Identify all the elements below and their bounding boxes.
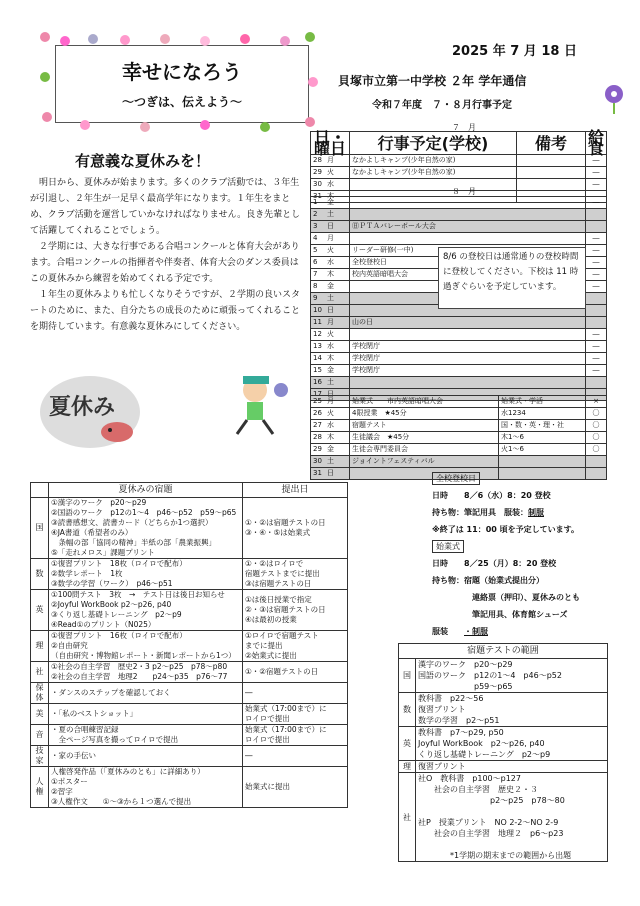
day-number: 30 (313, 180, 322, 188)
event-cell: 学校閉庁 (350, 341, 586, 353)
day-cell (311, 408, 350, 420)
school-day-end-note: ※終了は 11：00 頃を予定しています。 (432, 525, 579, 534)
note-cell (516, 179, 585, 191)
school-name: 貝塚市立第一中学校 ２年 学年通信 (338, 74, 527, 88)
schedule-row (311, 408, 607, 420)
subject-cell: 保体 (31, 683, 49, 704)
day-cell (311, 353, 350, 365)
test-range-table (398, 643, 608, 862)
day-number: 28 (313, 156, 322, 164)
event-cell: 4限授業 ★45分 (350, 408, 499, 420)
lunch-cell: ― (585, 191, 606, 203)
day-number: 11 (313, 318, 322, 326)
lunch-cell (586, 305, 607, 317)
school-day-info (432, 470, 622, 636)
day-number: 1 (313, 198, 318, 206)
morning-glory-icon (602, 84, 628, 114)
illustration-text: 夏休み (49, 395, 116, 420)
note-cell: 火1～6 (499, 444, 586, 456)
schedule-row (311, 396, 607, 408)
range-cell: 漢字のワーク p20～p29 国語のワーク p12の1～4 p46～p52 p59～p65 (416, 659, 608, 693)
schedule-row (311, 197, 607, 209)
homework-items-cell: ①復習プリント 16枚（ロイロで配布） ②自由研究 （自由研究・博物館レポート・新聞レポートから1つ） (49, 631, 243, 662)
homework-items-cell: ・「私のベストショット」 (49, 704, 243, 725)
homework-table (30, 482, 348, 808)
day-number: 29 (313, 445, 322, 453)
attendance-note-box: 8/6 の登校日は通常通りの登校時間に登校してください。下校は 11 時過ぎぐらいを予定しています。 (438, 247, 586, 309)
col-header: 日・曜日 (311, 132, 350, 155)
day-cell (311, 420, 350, 432)
lunch-cell: ― (586, 341, 607, 353)
article-paragraph: 明日から、夏休みが始まります。多くのクラブ活動では、３年生が引退し、２年生が一足早く最高学年になります。１年生をまとめ、クラブ活動を運営していかなければなりません。良き先輩として活躍してくれることでしょう。 (30, 178, 301, 236)
day-number: 31 (313, 192, 322, 200)
day-number: 15 (313, 366, 322, 374)
schedule-row (311, 317, 607, 329)
event-cell (350, 197, 586, 209)
day-number: 6 (313, 258, 318, 266)
subject-cell: 社 (399, 773, 416, 862)
opening-items-2: 連絡票（押印）、夏休みのとも (472, 593, 580, 602)
homework-items-cell: ①復習プリント 18枚（ロイロで配布） ②数学レポート 1枚 ③数学の学習（ワーク） p46～p51 (49, 559, 243, 590)
opening-datetime: 日時 8／25（月）8：20 登校 (432, 559, 557, 568)
lunch-cell: ― (585, 167, 606, 179)
day-number: 7 (313, 270, 318, 278)
event-cell: 生徒会専門委員会 (350, 444, 499, 456)
event-cell: ジョイントフェスティバル (350, 456, 499, 468)
note-cell: 始業式・学活 (499, 396, 586, 408)
range-cell: 社O 教科書 p100～p127 社会の自主学習 歴史２・３ p2～p25 p78～80 社P 授業プリント NO 2-2～NO 2-9 社会の自主学習 地理２ p6～p23 *1学期の期末までの範囲から出題 (416, 773, 608, 862)
issue-date: 2025 年 7 月 18 日 (452, 44, 577, 59)
day-cell (311, 468, 350, 480)
article-paragraph: １年生の夏休みよりも忙しくなりそうですが、２学期の良いスタートのために、また、自分たちの成長のために頑張ってくれることを期待しています。有意義な夏休みにしてください。 (30, 290, 301, 332)
test-range-row (399, 659, 608, 693)
homework-row (31, 631, 348, 662)
homework-row (31, 590, 348, 631)
due-cell: 始業式（17:00まで）に ロイロで提出 (243, 704, 348, 725)
article-body (30, 175, 305, 335)
weekday: 金 (327, 282, 334, 290)
range-cell: 復習プリント (416, 761, 608, 773)
day-number: 16 (313, 378, 322, 386)
col-header: 給食 (585, 132, 606, 155)
homework-items-cell: ①漢字のワーク p20～p29 ②国語のワーク p12の1～4 p46～p52 p59～p65 ③読書感想文、読書カード（どちらか1つ選択） ④JA書道（希望者のみ） 条幅の部「協同の精神」半紙の部「農業振興」 ⑤「走れメロス」課題プリント (49, 498, 243, 559)
homework-items-cell: ①社会の自主学習 歴史2・3 p2～p25 p78～p80 ②社会の自主学習 地理2 p24～p35 p76～77 (49, 662, 243, 683)
school-day-uniform: 制服 (528, 508, 544, 517)
day-cell (311, 293, 350, 305)
weekday: 金 (327, 445, 334, 453)
lunch-cell: 〇 (586, 444, 607, 456)
note-cell: 国・数・英・理・社 (499, 420, 586, 432)
schedule-row (311, 329, 607, 341)
subject-cell: 理 (399, 761, 416, 773)
weekday: 火 (327, 168, 334, 176)
day-cell (311, 305, 350, 317)
weekday: 日 (327, 306, 334, 314)
schedule-row (311, 209, 607, 221)
day-number: 3 (313, 222, 318, 230)
opening-items-3: 筆記用具、体育館シューズ (472, 610, 568, 619)
homework-row (31, 767, 348, 808)
weekday: 水 (327, 342, 334, 350)
lunch-cell: 〇 (586, 432, 607, 444)
running-boy-icon (215, 370, 295, 440)
lunch-cell: ― (586, 329, 607, 341)
weekday: 火 (327, 246, 334, 254)
test-range-row (399, 761, 608, 773)
weekday: 火 (327, 330, 334, 338)
event-cell: なかよしキャンプ(少年自然の家) (350, 155, 517, 167)
note-cell (499, 456, 586, 468)
day-cell (311, 281, 350, 293)
event-cell: 生徒議会 ★45分 (350, 432, 499, 444)
day-cell (311, 233, 350, 245)
homework-items-cell: ①100問テスト 3枚 → テスト日は後日お知らせ ②Joyful WorkBook p2～p26, p40 ③くり返し基礎トレーニング p2～p9 ④Read①のプリント（N025） (49, 590, 243, 631)
test-range-row (399, 727, 608, 761)
homework-row (31, 662, 348, 683)
day-cell (311, 167, 350, 179)
event-cell: 学校閉庁 (350, 353, 586, 365)
day-cell (311, 245, 350, 257)
day-number: 27 (313, 421, 322, 429)
lunch-cell (586, 221, 607, 233)
subject-cell: 技家 (31, 746, 49, 767)
homework-col-header: 夏休みの宿題 (49, 483, 243, 498)
event-cell: なかよしキャンプ(少年自然の家) (350, 167, 517, 179)
homework-items-cell: 人権啓発作品（「夏休みのとも」に詳細あり） ①ポスター ②習字 ③人権作文 ①～③から１つ選んで提出 (49, 767, 243, 808)
weekday: 土 (327, 294, 334, 302)
day-number: 30 (313, 457, 322, 465)
schedule-row (311, 432, 607, 444)
day-cell (311, 209, 350, 221)
day-cell (311, 269, 350, 281)
opening-dress: ・制服 (464, 627, 488, 636)
day-cell (311, 221, 350, 233)
lunch-cell: ― (586, 197, 607, 209)
weekday: 木 (327, 354, 334, 362)
schedule-row (311, 444, 607, 456)
day-number: 25 (313, 397, 322, 405)
day-cell (311, 377, 350, 389)
weekday: 木 (327, 192, 334, 200)
lunch-cell (586, 377, 607, 389)
event-cell: 学校閉庁 (350, 365, 586, 377)
col-header: 備考 (516, 132, 585, 155)
lunch-cell: ― (586, 269, 607, 281)
lunch-cell: ― (586, 353, 607, 365)
day-number: 29 (313, 168, 322, 176)
weekday: 水 (327, 180, 334, 188)
weekday: 日 (327, 222, 334, 230)
day-number: 5 (313, 246, 318, 254)
note-cell: 木1～6 (499, 432, 586, 444)
day-number: 14 (313, 354, 322, 362)
weekday: 日 (327, 390, 334, 398)
subject-cell: 英 (399, 727, 416, 761)
day-cell (311, 396, 350, 408)
lunch-cell: ― (585, 179, 606, 191)
homework-row (31, 704, 348, 725)
newsletter-title-box (55, 45, 309, 123)
day-number: 13 (313, 342, 322, 350)
note-cell (516, 155, 585, 167)
test-range-title: 宿題テストの範囲 (399, 644, 608, 659)
lunch-cell: ― (586, 365, 607, 377)
day-cell (311, 432, 350, 444)
schedule-row (311, 341, 607, 353)
weekday: 木 (327, 270, 334, 278)
weekday: 火 (327, 409, 334, 417)
day-cell (311, 197, 350, 209)
event-cell: 全校登校日 (350, 257, 586, 269)
school-day-tag: 全校登校日 (432, 472, 480, 485)
schedule-row (311, 420, 607, 432)
schedule-title: 令和７年度 ７・８月行事予定 (372, 100, 512, 111)
due-col-header: 提出日 (243, 483, 348, 498)
event-cell: 山の日 (350, 317, 586, 329)
due-cell: ①は後日授業で指定 ②・③は宿題テストの日 ④は最初の授業 (243, 590, 348, 631)
test-range-row (399, 693, 608, 727)
schedule-row (311, 155, 607, 167)
subject-cell: 国 (399, 659, 416, 693)
subject-cell: 英 (31, 590, 49, 631)
lunch-cell: × (586, 396, 607, 408)
schedule-row (311, 353, 607, 365)
lunch-cell: ― (586, 281, 607, 293)
note-cell (516, 167, 585, 179)
day-number: 4 (313, 234, 318, 242)
lunch-cell (586, 293, 607, 305)
weekday: 日 (327, 469, 334, 477)
homework-row (31, 559, 348, 590)
day-number: 31 (313, 469, 322, 477)
august-schedule-table-2 (310, 395, 607, 480)
mosquito-coil-icon (100, 420, 134, 442)
homework-items-cell: ・家の手伝い (49, 746, 243, 767)
range-cell: 教科書 p22～56 復習プリント 数学の学習 p2～p51 (416, 693, 608, 727)
lunch-cell: ― (586, 233, 607, 245)
weekday: 金 (327, 198, 334, 206)
weekday: 月 (327, 234, 334, 242)
due-cell: ①・②はロイロで 宿題テストまでに提出 ③は宿題テストの日 (243, 559, 348, 590)
range-cell: 教科書 p7～p29, p50 Joyful WorkBook p2～p26, p40 くり返し基礎トレーニング p2～p9 (416, 727, 608, 761)
event-cell (350, 209, 586, 221)
schedule-row (311, 233, 607, 245)
subject-cell: 国 (31, 498, 49, 559)
day-number: 8 (313, 282, 318, 290)
newsletter-subtitle: ～つぎは、伝えよう～ (121, 95, 242, 109)
day-number: 28 (313, 433, 322, 441)
event-cell (350, 179, 517, 191)
event-cell: 始業式 市内英語暗唱大会 (350, 396, 499, 408)
day-number: 12 (313, 330, 322, 338)
weekday: 金 (327, 366, 334, 374)
day-number: 26 (313, 409, 322, 417)
subject-cell: 数 (31, 559, 49, 590)
schedule-row (311, 365, 607, 377)
due-cell: ― (243, 746, 348, 767)
event-cell (350, 377, 586, 389)
due-cell: ― (243, 683, 348, 704)
schedule-row (311, 167, 607, 179)
schedule-row (311, 221, 607, 233)
opening-ceremony-tag: 始業式 (432, 540, 464, 553)
test-range-row (399, 773, 608, 862)
day-cell (311, 257, 350, 269)
event-cell: リーダー研修(一中) (350, 245, 586, 257)
col-header: 行事予定(学校) (350, 132, 517, 155)
event-cell (350, 233, 586, 245)
day-number: 9 (313, 294, 318, 302)
august-label: ８ 月 (452, 187, 476, 196)
lunch-cell (586, 317, 607, 329)
weekday: 土 (327, 210, 334, 218)
subject-cell: 数 (399, 693, 416, 727)
homework-items-cell: ・夏の合唱練習記録 全ページ写真を撮ってロイロで提出 (49, 725, 243, 746)
schedule-row (311, 456, 607, 468)
event-cell (350, 329, 586, 341)
weekday: 月 (327, 156, 334, 164)
event-cell: 校内英語暗唱大会 (350, 269, 586, 281)
weekday: 土 (327, 457, 334, 465)
day-number: 17 (313, 390, 322, 398)
homework-row (31, 498, 348, 559)
lunch-cell: ― (585, 155, 606, 167)
day-cell (311, 179, 350, 191)
day-cell (311, 341, 350, 353)
subject-cell: 音 (31, 725, 49, 746)
homework-row (31, 683, 348, 704)
weekday: 土 (327, 378, 334, 386)
weekday: 水 (327, 258, 334, 266)
due-cell: ①ロイロで宿題テスト までに提出 ②始業式に提出 (243, 631, 348, 662)
weekday: 木 (327, 433, 334, 441)
subject-cell: 人権 (31, 767, 49, 808)
homework-items-cell: ・ダンスのステップを確認しておく (49, 683, 243, 704)
due-cell: 始業式（17:00まで）に ロイロで提出 (243, 725, 348, 746)
article-paragraph: ２学期には、大きな行事である合唱コンクールと体育大会があります。合唱コンクールの指揮者や伴奏者、体育大会のダンス委員は この夏休みから練習を始めてくれる予定です。 (30, 242, 300, 284)
weekday: 月 (327, 397, 334, 405)
day-cell (311, 365, 350, 377)
lunch-cell: 〇 (586, 408, 607, 420)
lunch-cell (586, 456, 607, 468)
event-cell: 宿題テスト (350, 420, 499, 432)
homework-row (31, 725, 348, 746)
july-label: ７ 月 (452, 123, 476, 132)
day-cell (311, 456, 350, 468)
lunch-cell (586, 209, 607, 221)
due-cell: 始業式に提出 (243, 767, 348, 808)
opening-dress-label: 服装 (432, 627, 464, 636)
day-cell (311, 444, 350, 456)
school-day-items: 持ち物：筆記用具 服装： (432, 508, 528, 517)
opening-items: 持ち物：宿題（始業式提出分） (432, 576, 544, 585)
subject-cell: 美 (31, 704, 49, 725)
lunch-cell: 〇 (586, 420, 607, 432)
lunch-cell: ― (586, 245, 607, 257)
subject-cell: 社 (31, 662, 49, 683)
school-day-datetime: 日時 8／6（水）8：20 登校 (432, 491, 551, 500)
event-cell: ㊐ＰＴＡバレーボール大会 (350, 221, 586, 233)
day-cell (311, 317, 350, 329)
weekday: 月 (327, 318, 334, 326)
homework-row (31, 746, 348, 767)
note-cell: 水1234 (499, 408, 586, 420)
newsletter-title: 幸せになろう (122, 60, 242, 84)
subject-cell: 理 (31, 631, 49, 662)
day-cell (311, 329, 350, 341)
due-cell: ①・②は宿題テストの日 ③・④・⑤は始業式 (243, 498, 348, 559)
due-cell: ①・②宿題テストの日 (243, 662, 348, 683)
day-number: 10 (313, 306, 322, 314)
day-number: 2 (313, 210, 318, 218)
weekday: 水 (327, 421, 334, 429)
lunch-cell: ― (586, 257, 607, 269)
schedule-row (311, 377, 607, 389)
article-heading: 有意義な夏休みを！ (75, 152, 211, 170)
